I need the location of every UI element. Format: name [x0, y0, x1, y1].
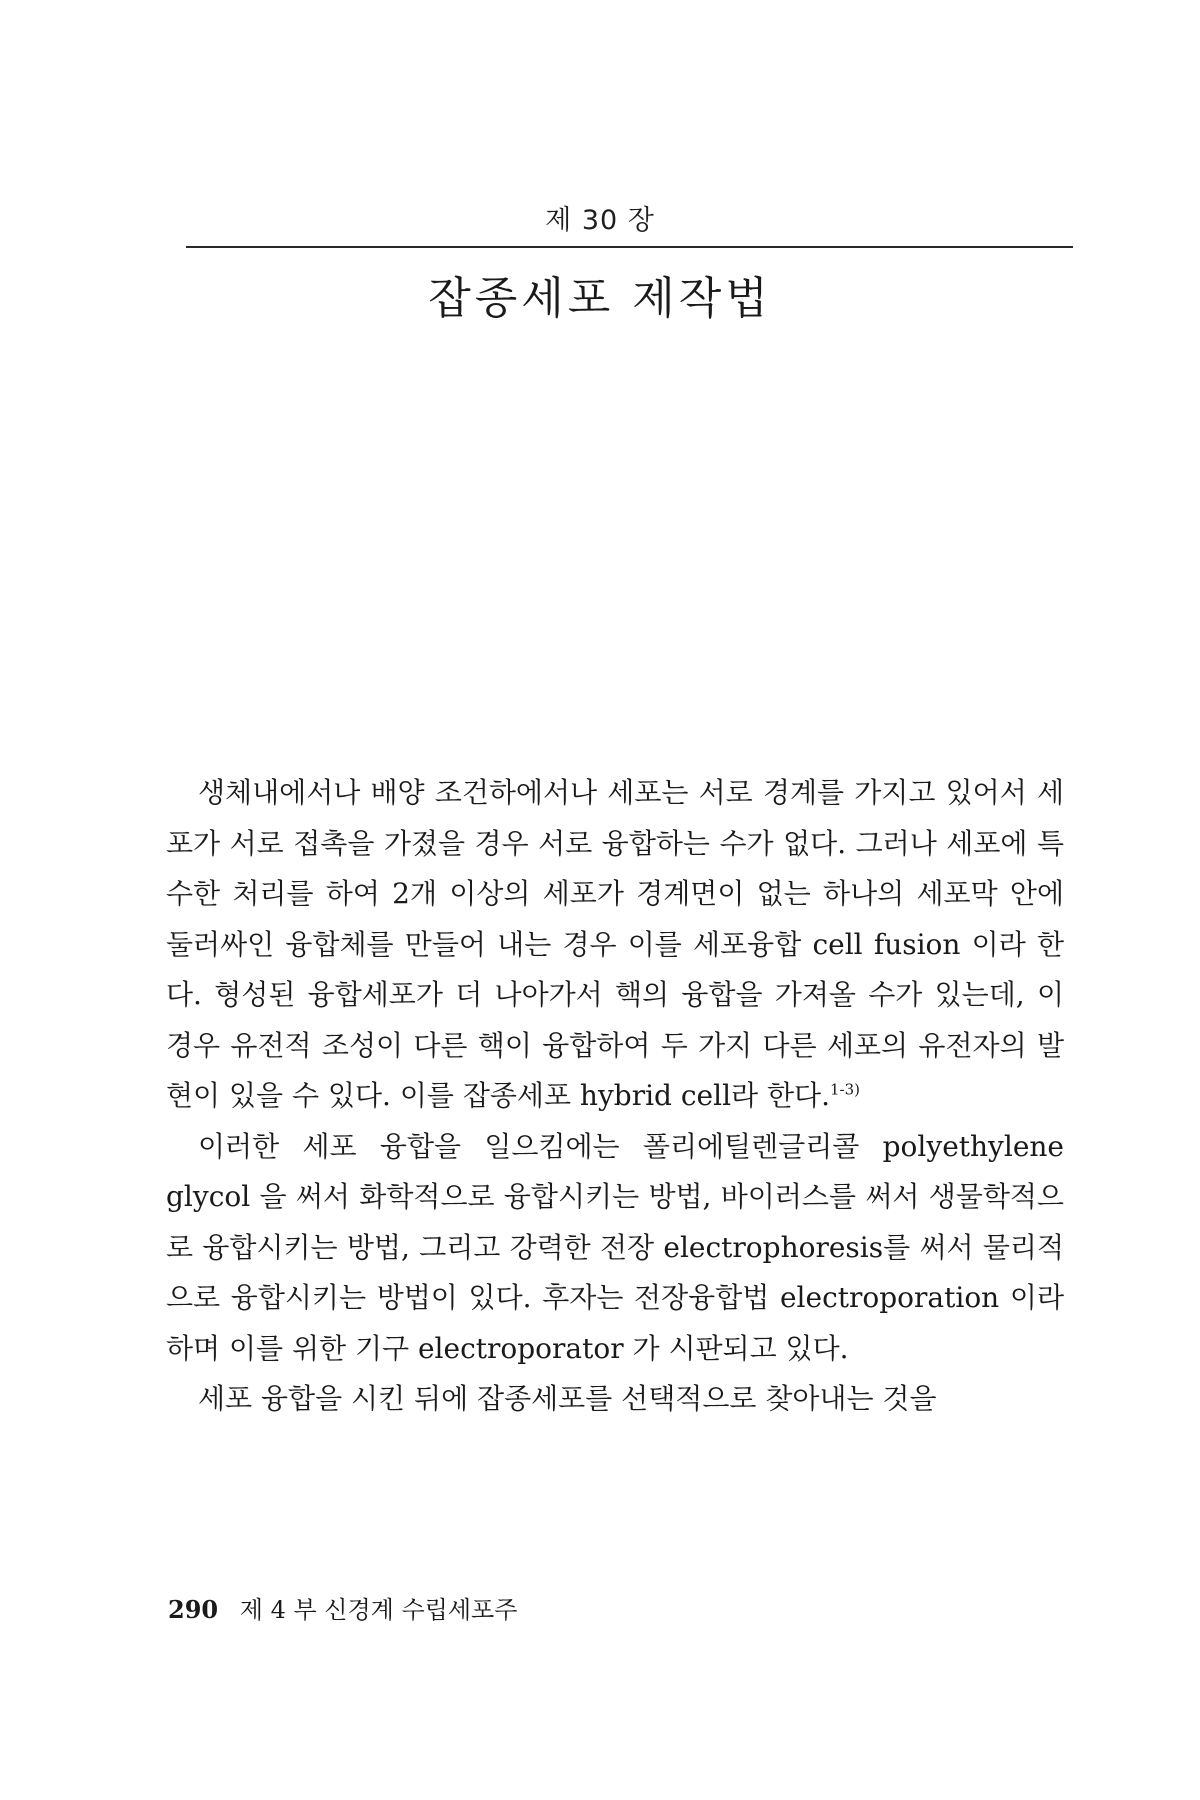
paragraph-text: 세포 융합을 시킨 뒤에 잡종세포를 선택적으로 찾아내는 것을	[198, 1382, 937, 1415]
chapter-divider	[186, 246, 1073, 248]
running-footer: 제 4 부 신경계 수립세포주	[239, 1596, 518, 1624]
paragraph	[166, 1122, 1064, 1375]
page-footer	[168, 1590, 668, 1625]
chapter-number: 제 30 장	[545, 205, 655, 236]
body-text	[166, 768, 1064, 1425]
paragraph-text: 이러한 세포 융합을 일으킴에는 폴리에틸렌글리콜 polyethylene glycol 을 써서 화학적으로 융합시키는 방법, 바이러스를 써서 생물학적으로 융합시키는 방법, 그리고 강력한 전장 electrophoresis를 써서 물리적으로 융합시키는 방법이 있다. 후자는 전장융합법 electroporation 이라 하며 이를 위한 기구 electroporator 가 시판되고 있다.	[166, 1129, 1064, 1365]
chapter-title: 잡종세포 제작법	[428, 273, 772, 324]
paragraph	[166, 1374, 1064, 1425]
paragraph-text: 생체내에서나 배양 조건하에서나 세포는 서로 경계를 가지고 있어서 세포가 서로 접촉을 가졌을 경우 서로 융합하는 수가 없다. 그러나 세포에 특수한 처리를 하여 2개 이상의 세포가 경계면이 없는 하나의 세포막 안에 둘러싸인 융합체를 만들어 내는 경우 이를 세포융합 cell fusion 이라 한다. 형성된 융합세포가 더 나아가서 핵의 융합을 가져올 수가 있는데, 이 경우 유전적 조성이 다른 핵이 융합하여 두 가지 다른 세포의 유전자의 발현이 있을 수 있다. 이를 잡종세포 hybrid cell라 한다.	[166, 776, 1064, 1112]
page-number: 290	[168, 1595, 219, 1624]
reference-superscript: 1-3)	[829, 1080, 860, 1099]
paragraph	[166, 768, 1064, 1122]
